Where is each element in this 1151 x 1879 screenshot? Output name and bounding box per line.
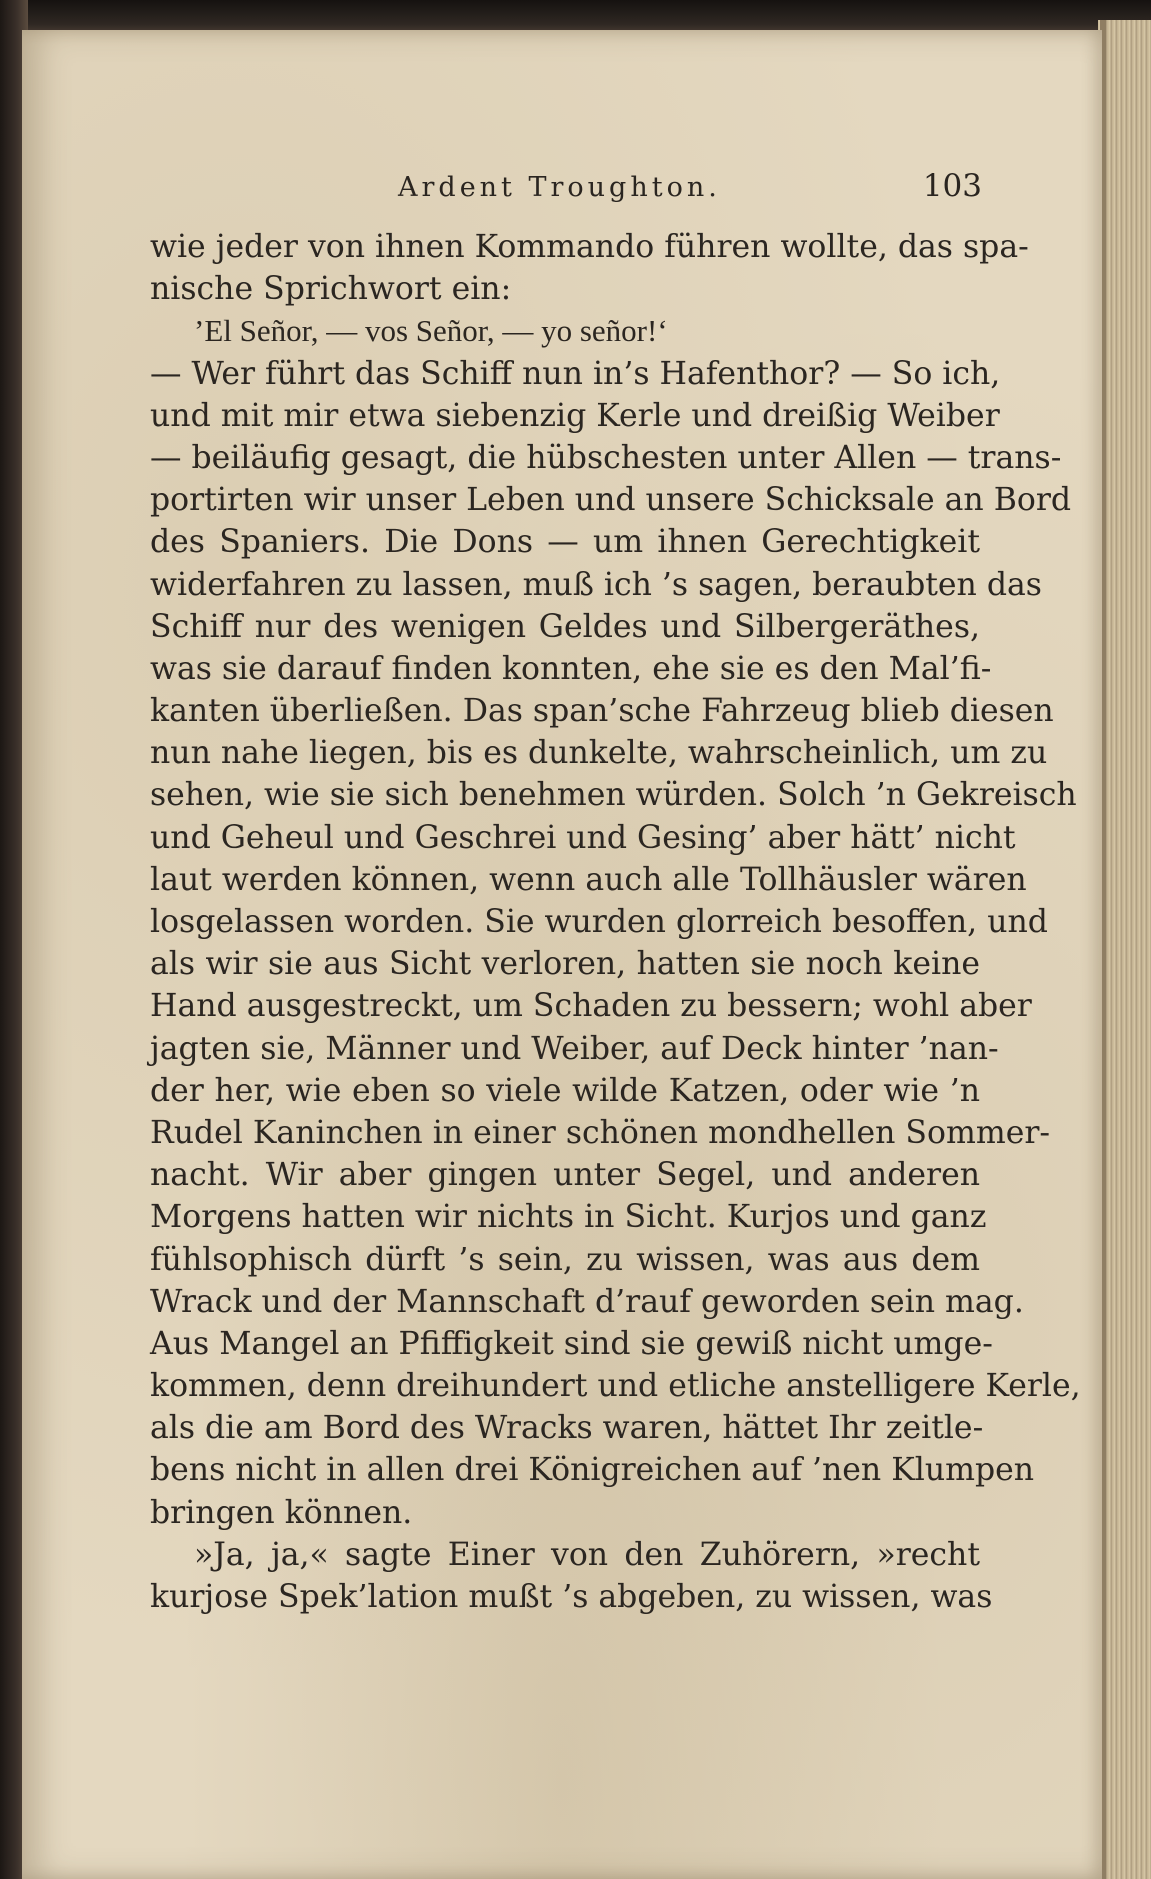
text-line: nun nahe liegen, bis es dunkelte, wahrscheinlich, um zu [150, 735, 1048, 772]
body-text [150, 226, 1081, 1618]
text-line: »Ja, ja,« sagte Einer von den Zuhörern, »recht [194, 1536, 980, 1573]
text-line: des Spaniers. Die Dons — um ihnen Gerechtigkeit [150, 524, 980, 561]
text-line: Aus Mangel an Pfiffigkeit sind sie gewiß nicht umge- [150, 1325, 993, 1362]
running-title: Ardent Troughton. [398, 172, 721, 203]
text-line: Hand ausgestreckt, um Schaden zu bessern; wohl aber [150, 988, 1032, 1025]
text-line: und mit mir etwa siebenzig Kerle und dreißig Weiber [150, 397, 1000, 434]
text-line: nische Sprichwort ein: [150, 271, 512, 308]
page-number: 103 [922, 168, 982, 204]
text-line: — beiläufig gesagt, die hübschesten unter Allen — trans- [150, 439, 1062, 476]
text-line: wie jeder von ihnen Kommando führen wollte, das spa- [150, 229, 1029, 265]
text-line: kommen, denn dreihundert und etliche anstelligere Kerle, [150, 1368, 1081, 1405]
text-line: als wir sie aus Sicht verloren, hatten sie noch keine [150, 946, 980, 983]
text-line: losgelassen worden. Sie wurden glorreich besoffen, und [150, 904, 1048, 940]
text-line: kanten überließen. Das span’sche Fahrzeug blieb diesen [150, 693, 1054, 730]
text-line: laut werden können, wenn auch alle Tollhäusler wären [150, 861, 1027, 898]
text-line: jagten sie, Männer und Weiber, auf Deck hinter ’nan- [150, 1030, 999, 1067]
text-line: Rudel Kaninchen in einer schönen mondhellen Sommer- [150, 1114, 1051, 1151]
book-top-edge [0, 0, 1151, 34]
text-line: kurjose Spek’lation mußt ’s abgeben, zu wissen, was [150, 1579, 993, 1615]
text-line: was sie darauf finden konnten, ehe sie es den Mal’fi- [150, 650, 992, 687]
text-line: fühlsophisch dürft ’s sein, zu wissen, was aus dem [150, 1241, 980, 1278]
text-line: sehen, wie sie sich benehmen würden. Solch ’n Gekreisch [150, 777, 1077, 814]
text-line: — Wer führt das Schiff nun in’s Hafenthor? — So ich, [150, 355, 1001, 392]
text-line: bens nicht in allen drei Königreichen auf ’nen Klumpen [150, 1452, 1035, 1489]
page-header [130, 168, 982, 212]
text-line: nacht. Wir aber gingen unter Segel, und anderen [150, 1157, 980, 1194]
text-line: Wrack und der Mannschaft d’rauf geworden sein mag. [150, 1283, 1024, 1320]
text-line: als die am Bord des Wracks waren, hättet Ihr zeitle- [150, 1410, 984, 1447]
text-line: der her, wie eben so viele wilde Katzen, oder wie ’n [150, 1072, 980, 1109]
text-line: portirten wir unser Leben und unsere Schicksale an Bord [150, 482, 1072, 519]
text-line: Morgens hatten wir nichts in Sicht. Kurjos und ganz [150, 1199, 987, 1236]
quote-line: ’El Señor, — vos Señor, — yo señor!‘ [194, 313, 668, 349]
text-line: und Geheul und Geschrei und Gesing’ aber hätt’ nicht [150, 819, 1016, 856]
text-line: widerfahren zu lassen, muß ich ’s sagen, beraubten das [150, 566, 1042, 603]
text-line: Schiff nur des wenigen Geldes und Silbergeräthes, [150, 608, 980, 645]
text-line: bringen können. [150, 1494, 413, 1531]
